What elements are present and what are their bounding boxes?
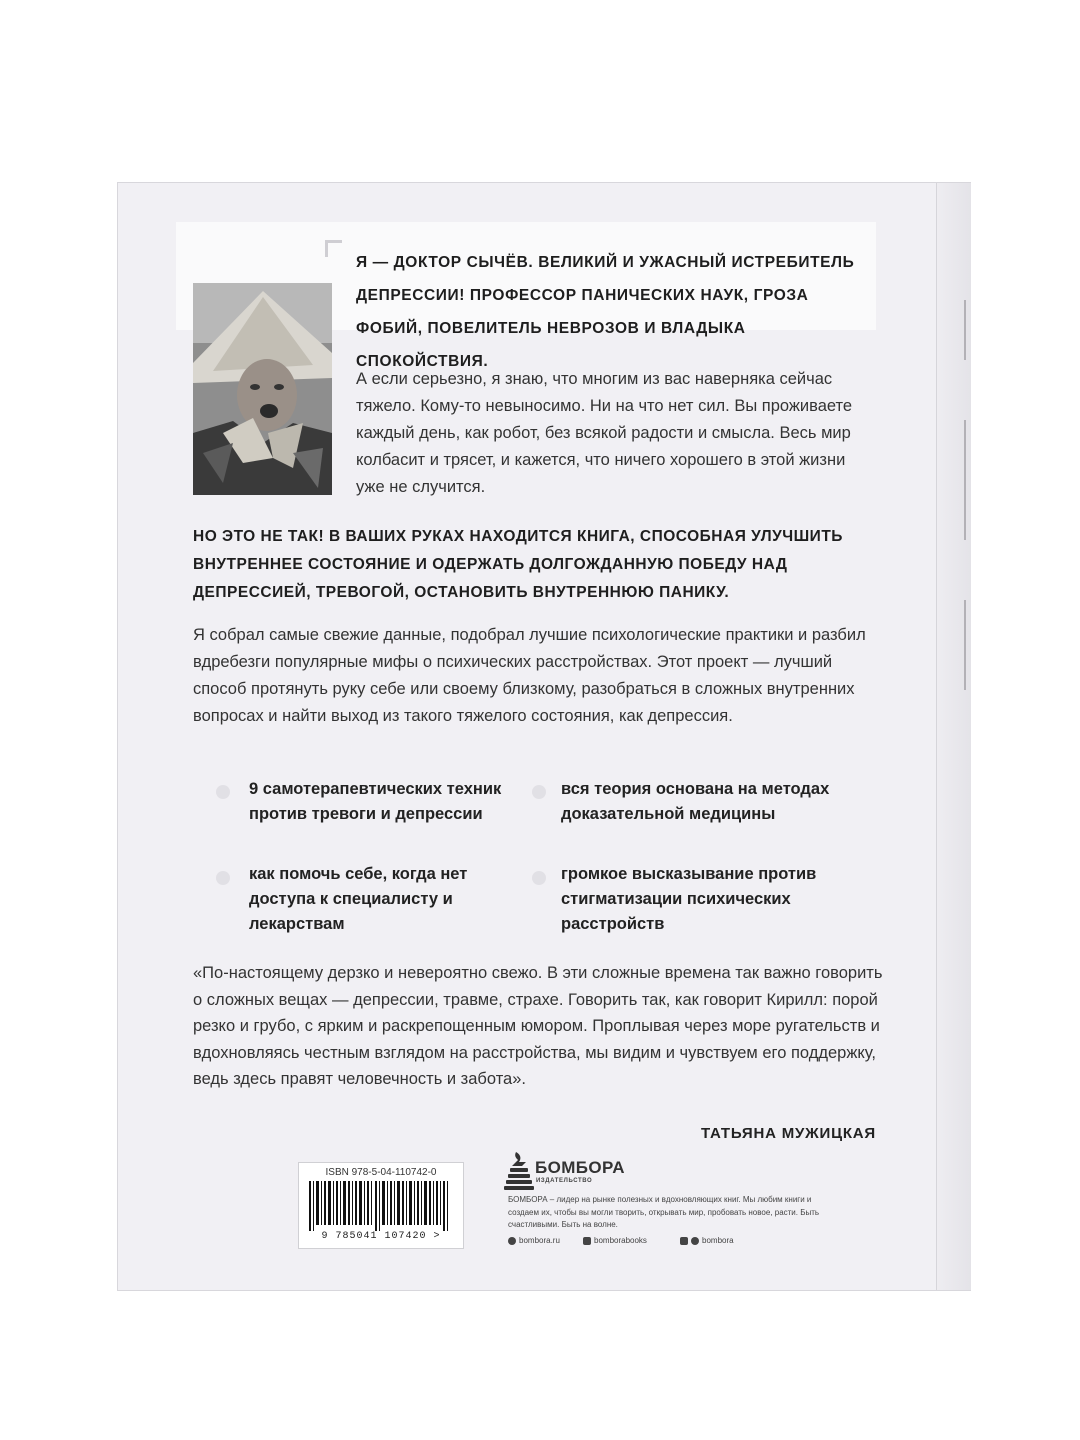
publisher-subtitle: ИЗДАТЕЛЬСТВО: [536, 1178, 593, 1184]
publisher-blurb: БОМБОРА – лидер на рынке полезных и вдохновляющих книг. Мы любим книги и создаем их, чтобы вы могли творить, открывать мир, пробовать новое, расти. Быть счастливыми. Быть на волне.: [508, 1195, 820, 1229]
barcode-digits: 9 785041 107420 >: [321, 1231, 441, 1242]
telegram-icon: [691, 1237, 699, 1245]
bullet-dot: [532, 871, 546, 885]
bullet-item: как помочь себе, когда нет доступа к специалисту и лекарствам: [249, 865, 468, 933]
plus-icon: [680, 1237, 688, 1245]
isbn-text: ISBN 978-5-04-110742-0: [325, 1167, 437, 1178]
bullet-item: вся теория основана на методах доказательной медицины: [561, 780, 830, 823]
review-quote: «По-настоящему дерзко и невероятно свежо. В эти сложные времена так важно говорить о сложных вещах — депрессии, травме, страхе. Говорить так, как говорит Кирилл: порой резко и грубо, с ярким и раскрепощенным юмором. Проплывая через море ругательств и вдохновляясь честным взглядом на расстройства, мы видим и чувствуем его поддержку, ведь здесь правят человечность и забота».: [193, 964, 883, 1088]
bold-lead-paragraph: НО ЭТО НЕ ТАК! В ВАШИХ РУКАХ НАХОДИТСЯ КНИГА, СПОСОБНАЯ УЛУЧШИТЬ ВНУТРЕННЕЕ СОСТОЯНИЕ И ОДЕРЖАТЬ ДОЛГОЖДАННУЮ ПОБЕДУ НАД ДЕПРЕССИЕЙ, ТРЕВОГОЙ, ОСТАНОВИТЬ ВНУТРЕННЮЮ ПАНИКУ.: [193, 528, 843, 601]
social-vk[interactable]: [583, 1236, 647, 1245]
social-label: bombora: [702, 1236, 734, 1245]
bombora-logo-icon: [504, 1150, 534, 1192]
web-icon: [508, 1237, 516, 1245]
bullet-dot: [216, 871, 230, 885]
publisher-name: БОМБОРА: [535, 1158, 625, 1177]
spine-mark: [964, 600, 966, 690]
bullet-item: громкое высказывание против стигматизации психических расстройств: [561, 865, 817, 933]
social-website[interactable]: [508, 1236, 560, 1245]
corner-bracket-decoration: [325, 240, 342, 257]
bullet-dot: [216, 785, 230, 799]
author-photo: [193, 283, 332, 495]
barcode-bars: [309, 1181, 453, 1231]
bullet-dot: [532, 785, 546, 799]
headline-text: Я — ДОКТОР СЫЧЁВ. ВЕЛИКИЙ И УЖАСНЫЙ ИСТРЕБИТЕЛЬ ДЕПРЕССИИ! ПРОФЕССОР ПАНИЧЕСКИХ НАУК, ГРОЗА ФОБИЙ, ПОВЕЛИТЕЛЬ НЕВРОЗОВ И ВЛАДЫКА СПОКОЙСТВИЯ.: [356, 254, 855, 370]
social-label: bombora.ru: [519, 1236, 560, 1245]
description-paragraph: Я собрал самые свежие данные, подобрал лучшие психологические практики и разбил вдребезги популярные мифы о психических расстройствах. Этот проект — лучший способ протянуть руку себе или своему близкому, разобраться в сложных внутренних вопросах и найти выход из такого тяжелого состояния, как депрессия.: [193, 626, 866, 725]
bullet-item: 9 самотерапевтических техник против тревоги и депрессии: [249, 780, 502, 823]
spine-mark: [964, 300, 966, 360]
review-author: ТАТЬЯНА МУЖИЦКАЯ: [701, 1125, 876, 1142]
spine-mark: [964, 420, 966, 540]
author-photo-illustration: [193, 283, 332, 495]
vk-icon: [583, 1237, 591, 1245]
social-telegram[interactable]: [680, 1236, 734, 1245]
barcode: [298, 1162, 464, 1249]
social-label: bomborabooks: [594, 1236, 647, 1245]
intro-paragraph: А если серьезно, я знаю, что многим из вас наверняка сейчас тяжело. Кому-то невыносимо. Ни на что нет сил. Вы проживаете каждый день, как робот, без всякой радости и смысла. Весь мир колбасит и трясет, и кажется, что ничего хорошего в этой жизни уже не случится.: [356, 370, 853, 496]
